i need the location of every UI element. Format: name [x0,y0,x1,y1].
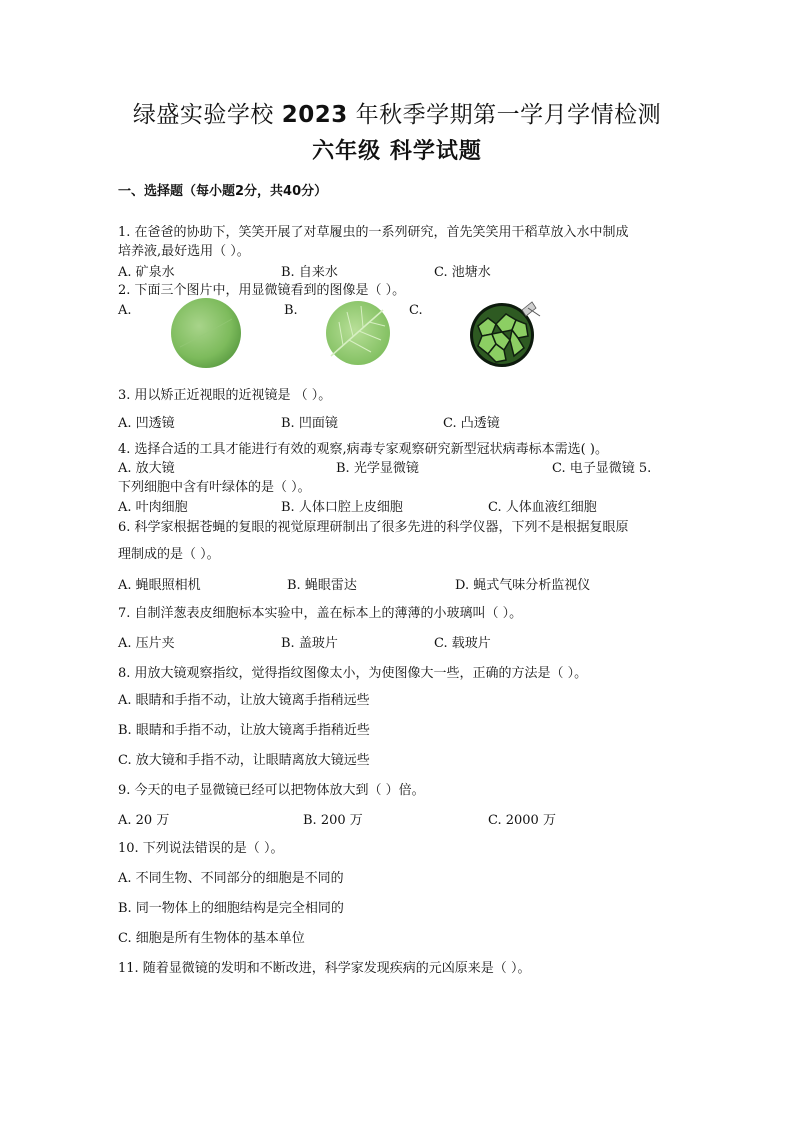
question-8: 8. 用放大镜观察指纹，觉得指纹图像太小，为使图像大一些，正确的方法是（ ）。 [118,666,588,681]
q9-option-c: C. 2000 万 [488,813,556,828]
question-3: 3. 用以矫正近视眼的近视镜是 （ ）。 [118,388,332,403]
leaf-vein-image [325,300,391,366]
exam-subtitle: 六年级 科学试题 [312,138,482,164]
q9-option-b: B. 200 万 [303,813,363,828]
question-1-line2: 培养液,最好选用（ ）。 [118,244,250,259]
leaf-surface-image [170,297,242,369]
q6-option-d: D. 蝇式气味分析监视仪 [455,578,591,593]
q6-option-a: A. 蝇眼照相机 [118,578,201,593]
q10-option-a: A. 不同生物、不同部分的细胞是不同的 [118,871,344,886]
q4-option-b: B. 光学显微镜 [336,461,419,476]
q1-option-c: C. 池塘水 [434,265,491,280]
title-school: 绿盛实验学校 [132,102,274,128]
q3-option-a: A. 凹透镜 [118,416,175,431]
question-11: 11. 随着显微镜的发明和不断改进，科学家发现疾病的元凶原来是（ ）。 [118,961,531,976]
q8-option-c: C. 放大镜和手指不动，让眼睛离放大镜远些 [118,753,370,768]
q6-option-b: B. 蝇眼雷达 [287,578,357,593]
q7-option-c: C. 载玻片 [434,636,491,651]
q2-option-b: B. [284,303,298,318]
q1-option-b: B. 自来水 [281,265,338,280]
section-heading: 一、选择题（每小题2分，共40分） [118,184,328,199]
question-5: 下列细胞中含有叶绿体的是（ ）。 [118,480,311,495]
q5-option-c: C. 人体血液红细胞 [488,500,597,515]
question-6-line2: 理制成的是（ ）。 [118,547,220,562]
q10-option-b: B. 同一物体上的细胞结构是完全相同的 [118,901,344,916]
question-7: 7. 自制洋葱表皮细胞标本实验中，盖在标本上的薄薄的小玻璃叫（ ）。 [118,606,523,621]
question-4: 4. 选择合适的工具才能进行有效的观察,病毒专家观察研究新型冠状病毒标本需选( )。 [118,442,608,457]
title-year: 2023 [281,102,348,128]
q8-option-b: B. 眼睛和手指不动，让放大镜离手指稍近些 [118,723,370,738]
q2-option-c: C. [409,303,423,318]
microscope-cells-image [466,300,546,368]
question-1-line1: 1. 在爸爸的协助下，笑笑开展了对草履虫的一系列研究，首先笑笑用干稻草放入水中制成 [118,225,629,240]
question-6-line1: 6. 科学家根据苍蝇的复眼的视觉原理研制出了很多先进的科学仪器，下列不是根据复眼原 [118,520,629,535]
question-10: 10. 下列说法错误的是（ ）。 [118,841,284,856]
q9-option-a: A. 20 万 [118,813,170,828]
q4-option-c: C. 电子显微镜 5. [552,461,652,476]
q4-option-a: A. 放大镜 [118,461,175,476]
q5-option-b: B. 人体口腔上皮细胞 [281,500,403,515]
question-9: 9. 今天的电子显微镜已经可以把物体放大到（ ）倍。 [118,783,425,798]
question-2: 2. 下面三个图片中，用显微镜看到的图像是（ ）。 [118,283,406,298]
q3-option-c: C. 凸透镜 [443,416,500,431]
q2-option-a: A. [118,303,132,318]
exam-title [0,96,794,129]
q3-option-b: B. 凹面镜 [281,416,338,431]
title-rest: 年秋季学期第一学月学情检测 [355,102,662,128]
q10-option-c: C. 细胞是所有生物体的基本单位 [118,931,305,946]
q7-option-a: A. 压片夹 [118,636,175,651]
q8-option-a: A. 眼睛和手指不动，让放大镜离手指稍远些 [118,693,370,708]
q1-option-a: A. 矿泉水 [118,265,175,280]
q5-option-a: A. 叶肉细胞 [118,500,188,515]
q7-option-b: B. 盖玻片 [281,636,338,651]
